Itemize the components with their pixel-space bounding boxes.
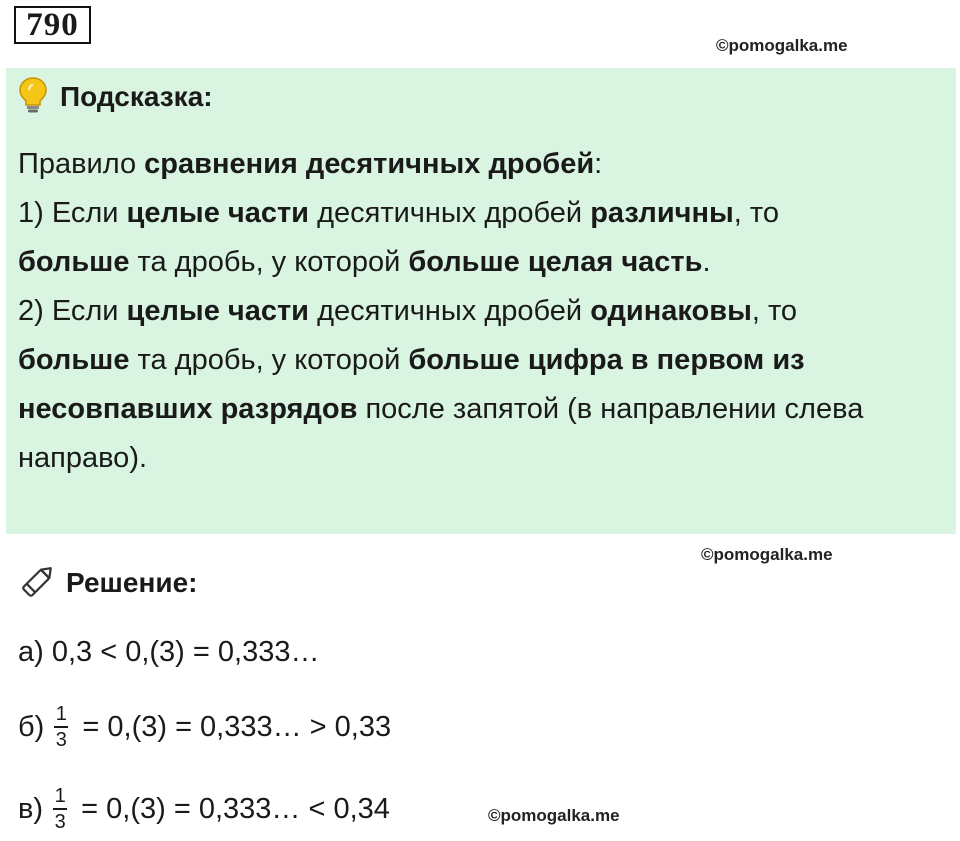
bold-span: сравнения десятичных дробей <box>144 148 595 180</box>
text-span: та дробь, у которой <box>129 246 409 278</box>
bold-span: различны <box>590 197 734 229</box>
rule-2-line-3 <box>18 385 948 434</box>
hint-intro <box>18 140 948 189</box>
solution-title: Решение: <box>66 567 198 598</box>
watermark-bottom: ©pomogalka.me <box>488 806 620 825</box>
rule-1-line-1 <box>18 189 948 238</box>
text-span: после запятой (в направлении слева <box>357 393 864 425</box>
item-label: б) <box>18 711 53 743</box>
bold-span: больше цифра в первом из <box>408 344 805 376</box>
bold-span: больше целая часть <box>408 246 703 278</box>
rule-2-line-1 <box>18 287 948 336</box>
bold-span: целые части <box>126 197 310 229</box>
bold-span: больше <box>18 246 130 278</box>
hint-header <box>18 77 213 117</box>
fraction-numerator: 1 <box>54 785 66 807</box>
hint-text <box>18 140 948 483</box>
bold-span: целые части <box>126 295 310 327</box>
fraction-bar <box>53 808 67 810</box>
text-span: 2) Если <box>18 295 127 327</box>
hint-title: Подсказка: <box>60 81 213 112</box>
text-span: : <box>594 148 603 180</box>
pencil-icon <box>18 561 58 606</box>
fraction-denominator: 3 <box>55 729 67 751</box>
expression: = 0,(3) = 0,333… > 0,33 <box>74 711 392 743</box>
text-span: , то <box>751 295 798 327</box>
text-span: 1) Если <box>18 197 127 229</box>
expression: = 0,(3) = 0,333… < 0,34 <box>73 793 390 825</box>
fraction <box>54 703 68 751</box>
fraction-denominator: 3 <box>54 811 66 833</box>
solution-line-b <box>18 703 391 751</box>
fraction <box>53 785 67 833</box>
fraction-bar <box>54 726 68 728</box>
watermark-middle: ©pomogalka.me <box>701 545 833 564</box>
rule-2-line-2 <box>18 336 948 385</box>
bold-span: одинаковы <box>590 295 752 327</box>
task-number: 790 <box>14 6 91 44</box>
item-label: в) <box>18 793 52 825</box>
text-span: Правило <box>18 148 145 180</box>
text-span: направо). <box>18 442 148 474</box>
solution-line-c <box>18 785 390 833</box>
fraction-numerator: 1 <box>55 703 67 725</box>
bold-span: больше <box>18 344 130 376</box>
solution-header <box>18 560 197 606</box>
text-span: , то <box>733 197 779 229</box>
rule-1-line-2 <box>18 238 948 287</box>
rule-2-line-4 <box>18 434 948 483</box>
text-span: та дробь, у которой <box>129 344 409 376</box>
watermark-top: ©pomogalka.me <box>716 36 848 55</box>
text-span: десятичных дробей <box>309 197 591 229</box>
solution-line-a: а) 0,3 < 0,(3) = 0,333… <box>18 636 320 668</box>
bold-span: несовпавших разрядов <box>18 393 358 425</box>
text-span: десятичных дробей <box>309 295 591 327</box>
lightbulb-icon <box>18 76 48 119</box>
text-span: . <box>702 246 711 278</box>
